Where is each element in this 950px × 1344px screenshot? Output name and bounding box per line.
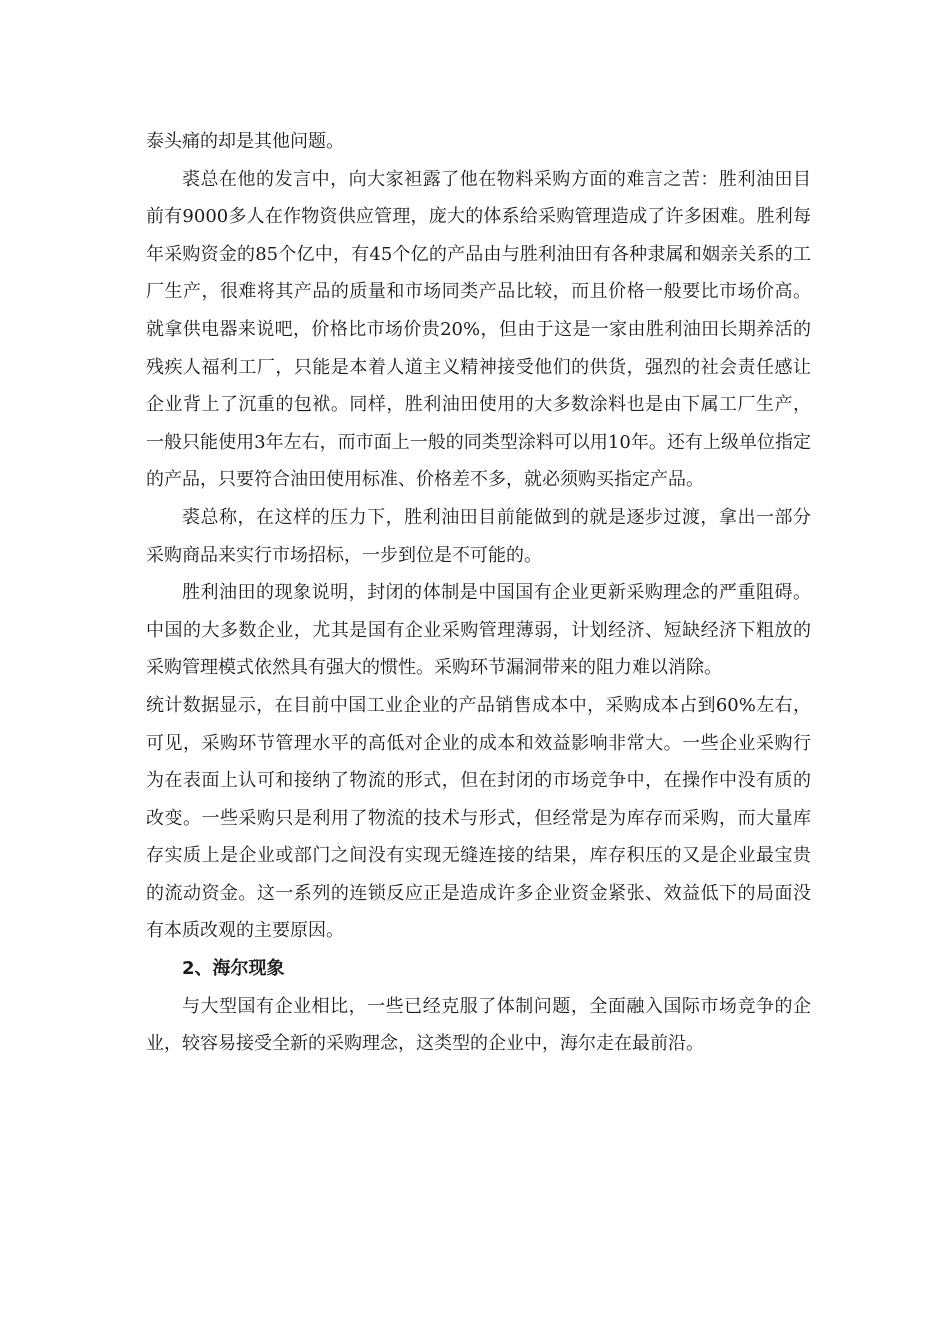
paragraph-qiu-speech: 裘总在他的发言中，向大家袒露了他在物料采购方面的难言之苦：胜利油田目前有9000多人在作物资供应管理，庞大的体系给采购管理造成了许多困难。胜利每年采购资金的85个亿中，有45个亿的产品由与胜利油田有各种隶属和姻亲关系的工厂生产，很难将其产品的质量和市场同类产品比较，而且价格一般要比市场价高。就拿供电器来说吧，价格比市场价贵20%，但由于这是一家由胜利油田长期养活的残疾人福利工厂，只能是本着人道主义精神接受他们的供货，强烈的社会责任感让企业背上了沉重的包袱。同样，胜利油田使用的大多数涂料也是由下属工厂生产，一般只能使用3年左右，而市面上一般的同类型涂料可以用10年。还有上级单位指定的产品，只要符合油田使用标准、价格差不多，就必须购买指定产品。 [146,168,811,491]
paragraph-shengli-phenomenon: 胜利油田的现象说明，封闭的体制是中国国有企业更新采购理念的严重阻碍。中国的大多数企业，尤其是国有企业采购管理薄弱，计划经济、短缺经济下粗放的采购管理模式依然具有强大的惯性。采购环节漏洞带来的阻力难以消除。 [146,582,811,679]
section-heading-haier: 2、海尔现象 [182,958,285,980]
paragraph-statistics: 统计数据显示，在目前中国工业企业的产品销售成本中，采购成本占到60%左右，可见，采购环节管理水平的高低对企业的成本和效益影响非常大。一些企业采购行为在表面上认可和接纳了物流的形式，但在封闭的市场竞争中，在操作中没有质的改变。一些采购只是利用了物流的技术与形式，但经常是为库存而采购，而大量库存实质上是企业或部门之间没有实现无缝连接的结果，库存积压的又是企业最宝贵的流动资金。这一系列的连锁反应正是造成许多企业资金紧张、效益低下的局面没有本质改观的主要原因。 [146,694,811,942]
paragraph-haier: 与大型国有企业相比，一些已经克服了体制问题，全面融入国际市场竞争的企业，较容易接受全新的采购理念，这类型的企业中，海尔走在最前沿。 [146,995,811,1055]
paragraph-qiu-pressure: 裘总称，在这样的压力下，胜利油田目前能做到的就是逐步过渡，拿出一部分采购商品来实行市场招标，一步到位是不可能的。 [146,506,811,566]
document-body [146,123,811,1063]
paragraph-continuation: 泰头痛的却是其他问题。 [146,131,344,152]
